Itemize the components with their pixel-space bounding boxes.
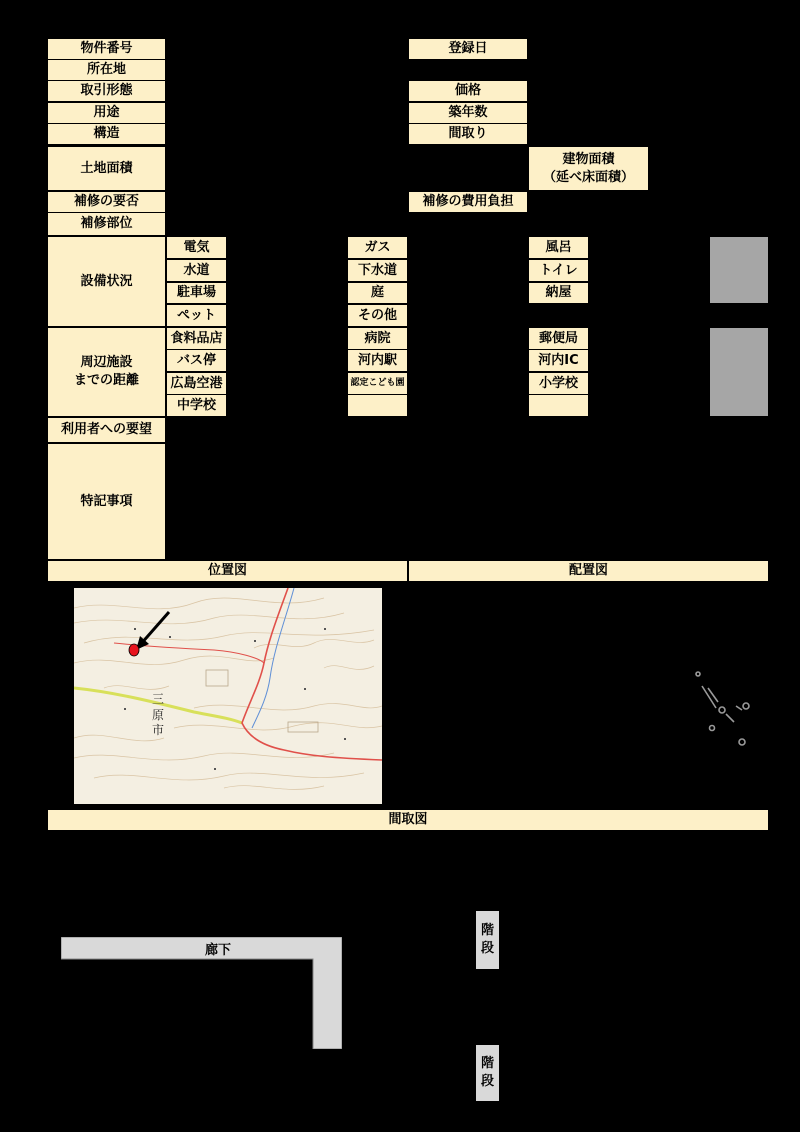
stairs-upper — [476, 911, 499, 969]
section-location-map: 位置図 — [48, 561, 407, 581]
location-map[interactable] — [74, 588, 382, 804]
facility-grocery: 食料品店 — [167, 328, 226, 349]
gray-block-facilities — [710, 328, 768, 416]
label-building-age: 築年数 — [409, 103, 527, 123]
stairs-upper-char-1: 階 — [480, 923, 494, 939]
topographic-map-graphic — [74, 588, 382, 804]
facility-airport: 広島空港 — [167, 373, 226, 394]
label-location: 所在地 — [48, 60, 165, 80]
gray-block-equipment — [710, 237, 768, 303]
label-room-layout: 間取り — [409, 124, 527, 144]
stairs-upper-char-2: 段 — [480, 941, 494, 956]
corridor-shape — [61, 937, 342, 1049]
label-structure: 構造 — [48, 124, 165, 144]
equip-garden: 庭 — [348, 283, 407, 303]
corridor-label: 廊下 — [205, 943, 232, 958]
facility-post-office: 郵便局 — [529, 328, 588, 349]
label-price: 価格 — [409, 81, 527, 101]
label-building-area-line2: （延べ床面積） — [542, 169, 634, 185]
facility-interchange: 河内IC — [529, 350, 588, 371]
label-special-notes: 特記事項 — [48, 444, 165, 559]
label-building-area-line1: 建物面積 — [562, 151, 615, 167]
label-nearby-line1: 周辺施設 — [80, 355, 133, 371]
equip-pet: ペット — [167, 305, 226, 326]
equip-gas: ガス — [348, 237, 407, 258]
site-plan-graphic — [688, 664, 754, 750]
label-property-no: 物件番号 — [48, 39, 165, 59]
label-requests: 利用者への要望 — [48, 418, 165, 442]
label-repair-part: 補修部位 — [48, 213, 165, 235]
map-city-label — [152, 692, 164, 739]
facility-blank-2 — [529, 395, 588, 416]
label-repair-need: 補修の要否 — [48, 192, 165, 212]
stairs-lower-char-2: 段 — [480, 1074, 494, 1089]
facility-hospital: 病院 — [348, 328, 407, 349]
label-equipment: 設備状況 — [48, 237, 165, 326]
facility-bus-stop: バス停 — [167, 350, 226, 371]
label-land-area: 土地面積 — [48, 147, 165, 190]
facility-junior-high: 中学校 — [167, 395, 226, 416]
label-registered-date: 登録日 — [409, 39, 527, 59]
label-building-area — [529, 147, 648, 190]
equip-barn: 納屋 — [529, 283, 588, 303]
label-transaction: 取引形態 — [48, 81, 165, 101]
equip-electric: 電気 — [167, 237, 226, 258]
map-city-char-3: 市 — [152, 723, 165, 738]
map-city-char-2: 原 — [152, 707, 165, 722]
facility-station: 河内駅 — [348, 350, 407, 371]
label-usage: 用途 — [48, 103, 165, 123]
equip-other: その他 — [348, 305, 407, 326]
label-repair-cost: 補修の費用負担 — [409, 192, 527, 212]
facility-elementary: 小学校 — [529, 373, 588, 394]
section-site-plan: 配置図 — [409, 561, 768, 581]
equip-bath: 風呂 — [529, 237, 588, 258]
label-nearby-facilities — [48, 328, 165, 416]
section-floor-plan: 間取図 — [48, 810, 768, 830]
equip-toilet: トイレ — [529, 260, 588, 281]
map-city-char-1: 三 — [152, 692, 165, 706]
stairs-lower — [476, 1045, 499, 1101]
facility-nursery: 認定こども園 — [348, 373, 407, 394]
equip-sewer: 下水道 — [348, 260, 407, 281]
equip-parking: 駐車場 — [167, 283, 226, 303]
equip-water: 水道 — [167, 260, 226, 281]
label-nearby-line2: までの距離 — [73, 373, 139, 388]
facility-blank — [348, 395, 407, 416]
stairs-lower-char-1: 階 — [480, 1056, 494, 1072]
